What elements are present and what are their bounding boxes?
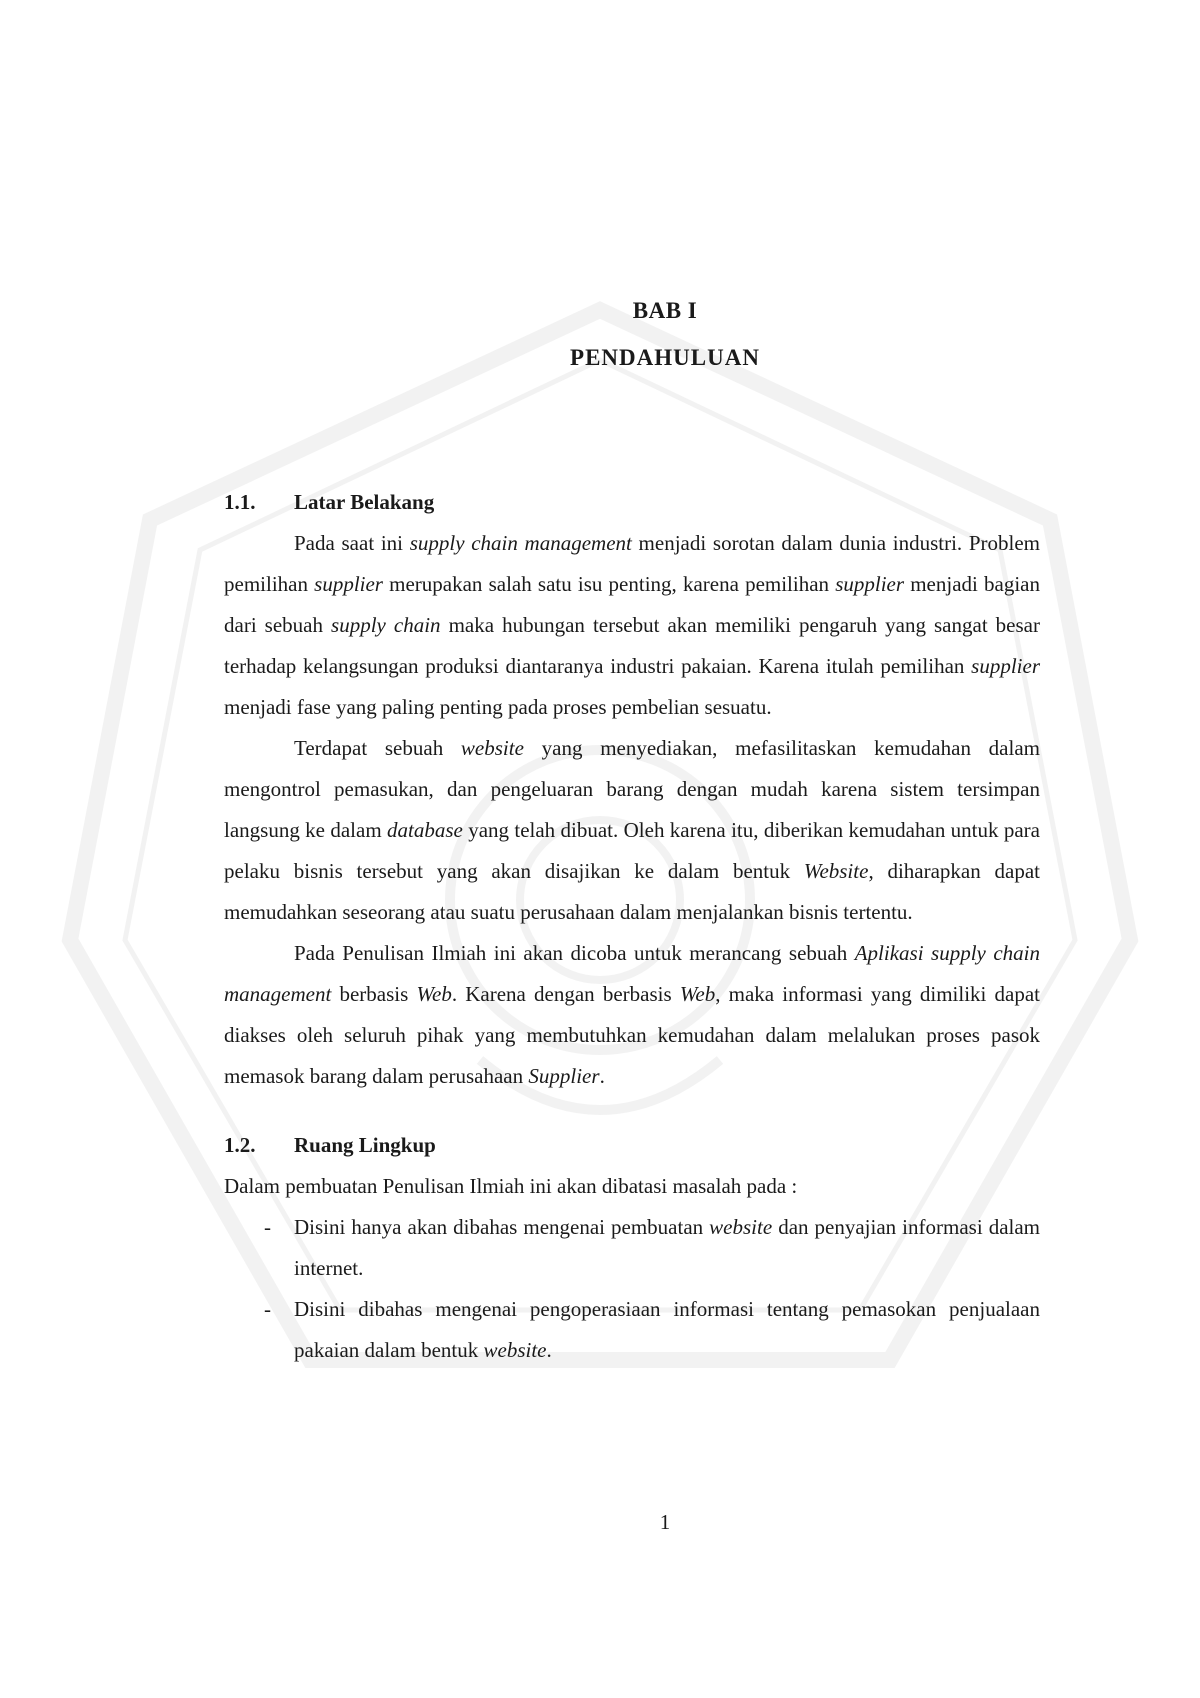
paragraph: Terdapat sebuah website yang menyediakan, mefasilitaskan kemudahan dalam mengontrol pemasukan, dan pengeluaran barang dengan mudah karena sistem tersimpan langsung ke dalam database yang telah dibuat. Oleh karena itu, diberikan kemudahan untuk para pelaku bisnis tersebut yang akan disajikan ke dalam bentuk Website, diharapkan dapat memudahkan seseorang atau suatu perusahaan dalam menjalankan bisnis tertentu.: [224, 736, 1040, 924]
list-item: [224, 1289, 1040, 1371]
scope-intro: Dalam pembuatan Penulisan Ilmiah ini akan dibatasi masalah pada :: [224, 1174, 798, 1198]
section-heading-latar-belakang: [224, 482, 1040, 523]
body-content: [224, 482, 1040, 1371]
paragraph: Pada Penulisan Ilmiah ini akan dicoba untuk merancang sebuah Aplikasi supply chain management berbasis Web. Karena dengan berbasis Web, maka informasi yang dimiliki dapat diakses oleh seluruh pihak yang membutuhkan kemudahan dalam melalukan proses pasok memasok barang dalam perusahaan Supplier.: [224, 941, 1041, 1088]
bullet-marker: -: [264, 1215, 271, 1239]
section-title: Latar Belakang: [294, 490, 435, 514]
page-number: 1: [659, 1510, 671, 1534]
section-number: 1.2.: [224, 1133, 256, 1157]
paragraph: Pada saat ini supply chain management menjadi sorotan dalam dunia industri. Problem pemilihan supplier merupakan salah satu isu penting, karena pemilihan supplier menjadi bagian dari sebuah supply chain maka hubungan tersebut akan memiliki pengaruh yang sangat besar terhadap kelangsungan produksi diantaranya industri pakaian. Karena itulah pemilihan supplier menjadi fase yang paling penting pada proses pembelian sesuatu.: [224, 531, 1041, 719]
list-item: [224, 1207, 1040, 1289]
chapter-title: PENDAHULUAN: [570, 345, 760, 370]
chapter-number: BAB I: [632, 298, 698, 323]
list-item-text: Disini hanya akan dibahas mengenai pembuatan website dan penyajian informasi dalam internet.: [294, 1215, 1040, 1280]
scope-list: [224, 1207, 1040, 1371]
section-number: 1.1.: [224, 490, 256, 514]
section-heading-ruang-lingkup: [224, 1125, 1040, 1166]
bullet-marker: -: [264, 1297, 271, 1321]
section-title: Ruang Lingkup: [294, 1133, 436, 1157]
list-item-text: Disini dibahas mengenai pengoperasiaan informasi tentang pemasokan penjualaan pakaian dalam bentuk website.: [294, 1297, 1040, 1362]
